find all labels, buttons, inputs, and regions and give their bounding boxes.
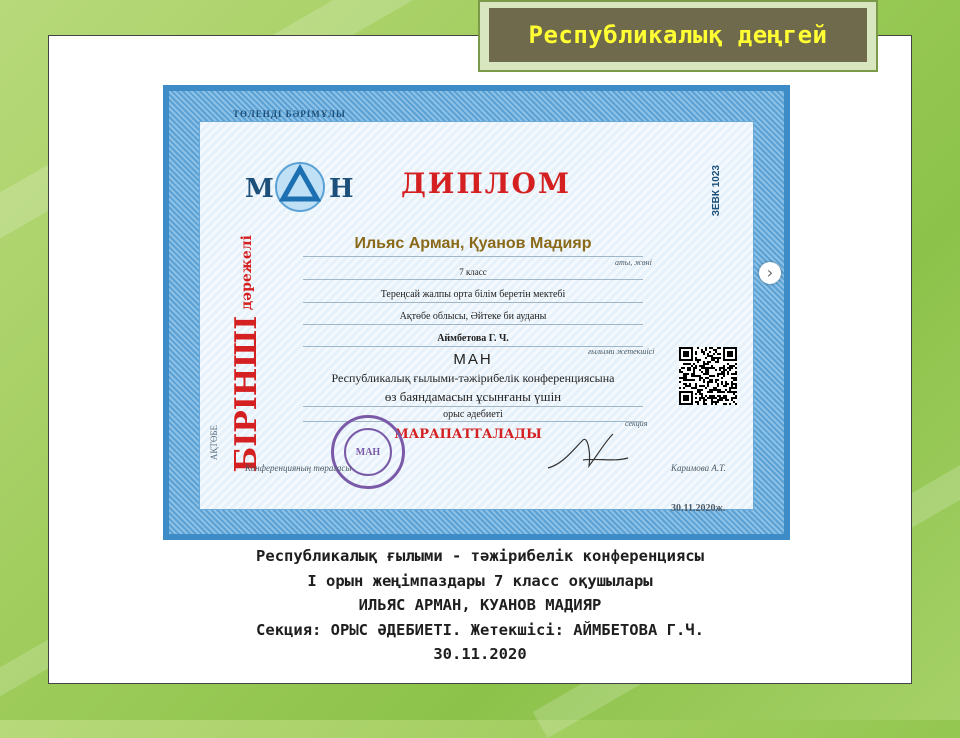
district-underline xyxy=(303,324,643,325)
caption-line-3: ИЛЬЯС АРМАН, КУАНОВ МАДИЯР xyxy=(358,596,602,614)
logo-letter-n: Н xyxy=(329,174,354,204)
degree-band xyxy=(229,235,264,472)
recipients-name: Ильяс Арман, Қуанов Мадияр xyxy=(354,235,592,252)
chevron-right-icon[interactable]: › xyxy=(759,262,781,284)
degree-sublabel: дәрежелі xyxy=(239,235,255,311)
diploma-date: 30.11.2020ж. xyxy=(671,503,726,514)
slide-caption xyxy=(48,544,912,667)
awarded-text: МАРАПАТТАЛАДЫ xyxy=(394,427,542,442)
section-note: секция xyxy=(625,419,648,428)
report-underline xyxy=(303,406,643,407)
org-short: МАН xyxy=(453,351,493,368)
conference-line: Республикалық ғылыми-тәжірибелік конференциясына xyxy=(331,371,615,385)
caption-line-5: 30.11.2020 xyxy=(433,645,527,663)
school-text: Тереңсай жалпы орта білім беретін мектебі xyxy=(380,289,566,300)
side-mark: АҚТӨБЕ xyxy=(209,425,219,461)
recipients-underline xyxy=(303,256,643,257)
signature-icon xyxy=(543,420,633,480)
report-line: өз баяндамасын ұсынғаны үшін xyxy=(384,389,562,404)
diploma-top-label: ТӨЛЕНДІ БӘРІМҰЛЫ xyxy=(233,109,346,119)
district-text: Ақтөбе облысы, Әйтеке би ауданы xyxy=(399,311,547,322)
supervisor-note: ғылыми жетекшісі xyxy=(588,347,655,356)
qr-code-icon xyxy=(679,347,737,405)
degree-label: БІРІНШІ xyxy=(229,315,264,473)
caption-line-1: Республикалық ғылыми - тәжірибелік конференциясы xyxy=(256,547,704,565)
signer-name: Каримова А.Т. xyxy=(671,463,726,473)
school-underline xyxy=(303,302,643,303)
diploma-reg-code: ЗЕВК 1023 xyxy=(711,165,722,217)
stamp-label: МАН xyxy=(344,428,392,476)
man-stamp xyxy=(331,415,405,489)
supervisor-text: Аймбетова Г. Ч. xyxy=(437,333,509,344)
slide-title-inner xyxy=(489,8,867,62)
chair-label: Конференцияның төрағасы xyxy=(245,463,352,473)
diploma-image xyxy=(163,85,790,540)
grade-underline xyxy=(303,279,643,280)
man-logo xyxy=(245,155,355,215)
slide-title: Республикалық деңгей xyxy=(528,21,828,49)
grade-text: 7 класс xyxy=(459,267,487,277)
caption-line-2: I орын жеңімпаздары 7 класс оқушылары xyxy=(307,571,653,590)
caption-line-4: Секция: ОРЫС ӘДЕБИЕТІ. Жетекшісі: АЙМБЕТОВА Г.Ч. xyxy=(256,620,704,639)
recipients-note: аты, жөні xyxy=(615,258,652,267)
logo-letter-m: М xyxy=(245,174,274,204)
diploma-heading: ДИПЛОМ xyxy=(401,167,571,200)
slide-title-box xyxy=(478,0,878,72)
section-text: орыс әдебиеті xyxy=(443,409,503,420)
